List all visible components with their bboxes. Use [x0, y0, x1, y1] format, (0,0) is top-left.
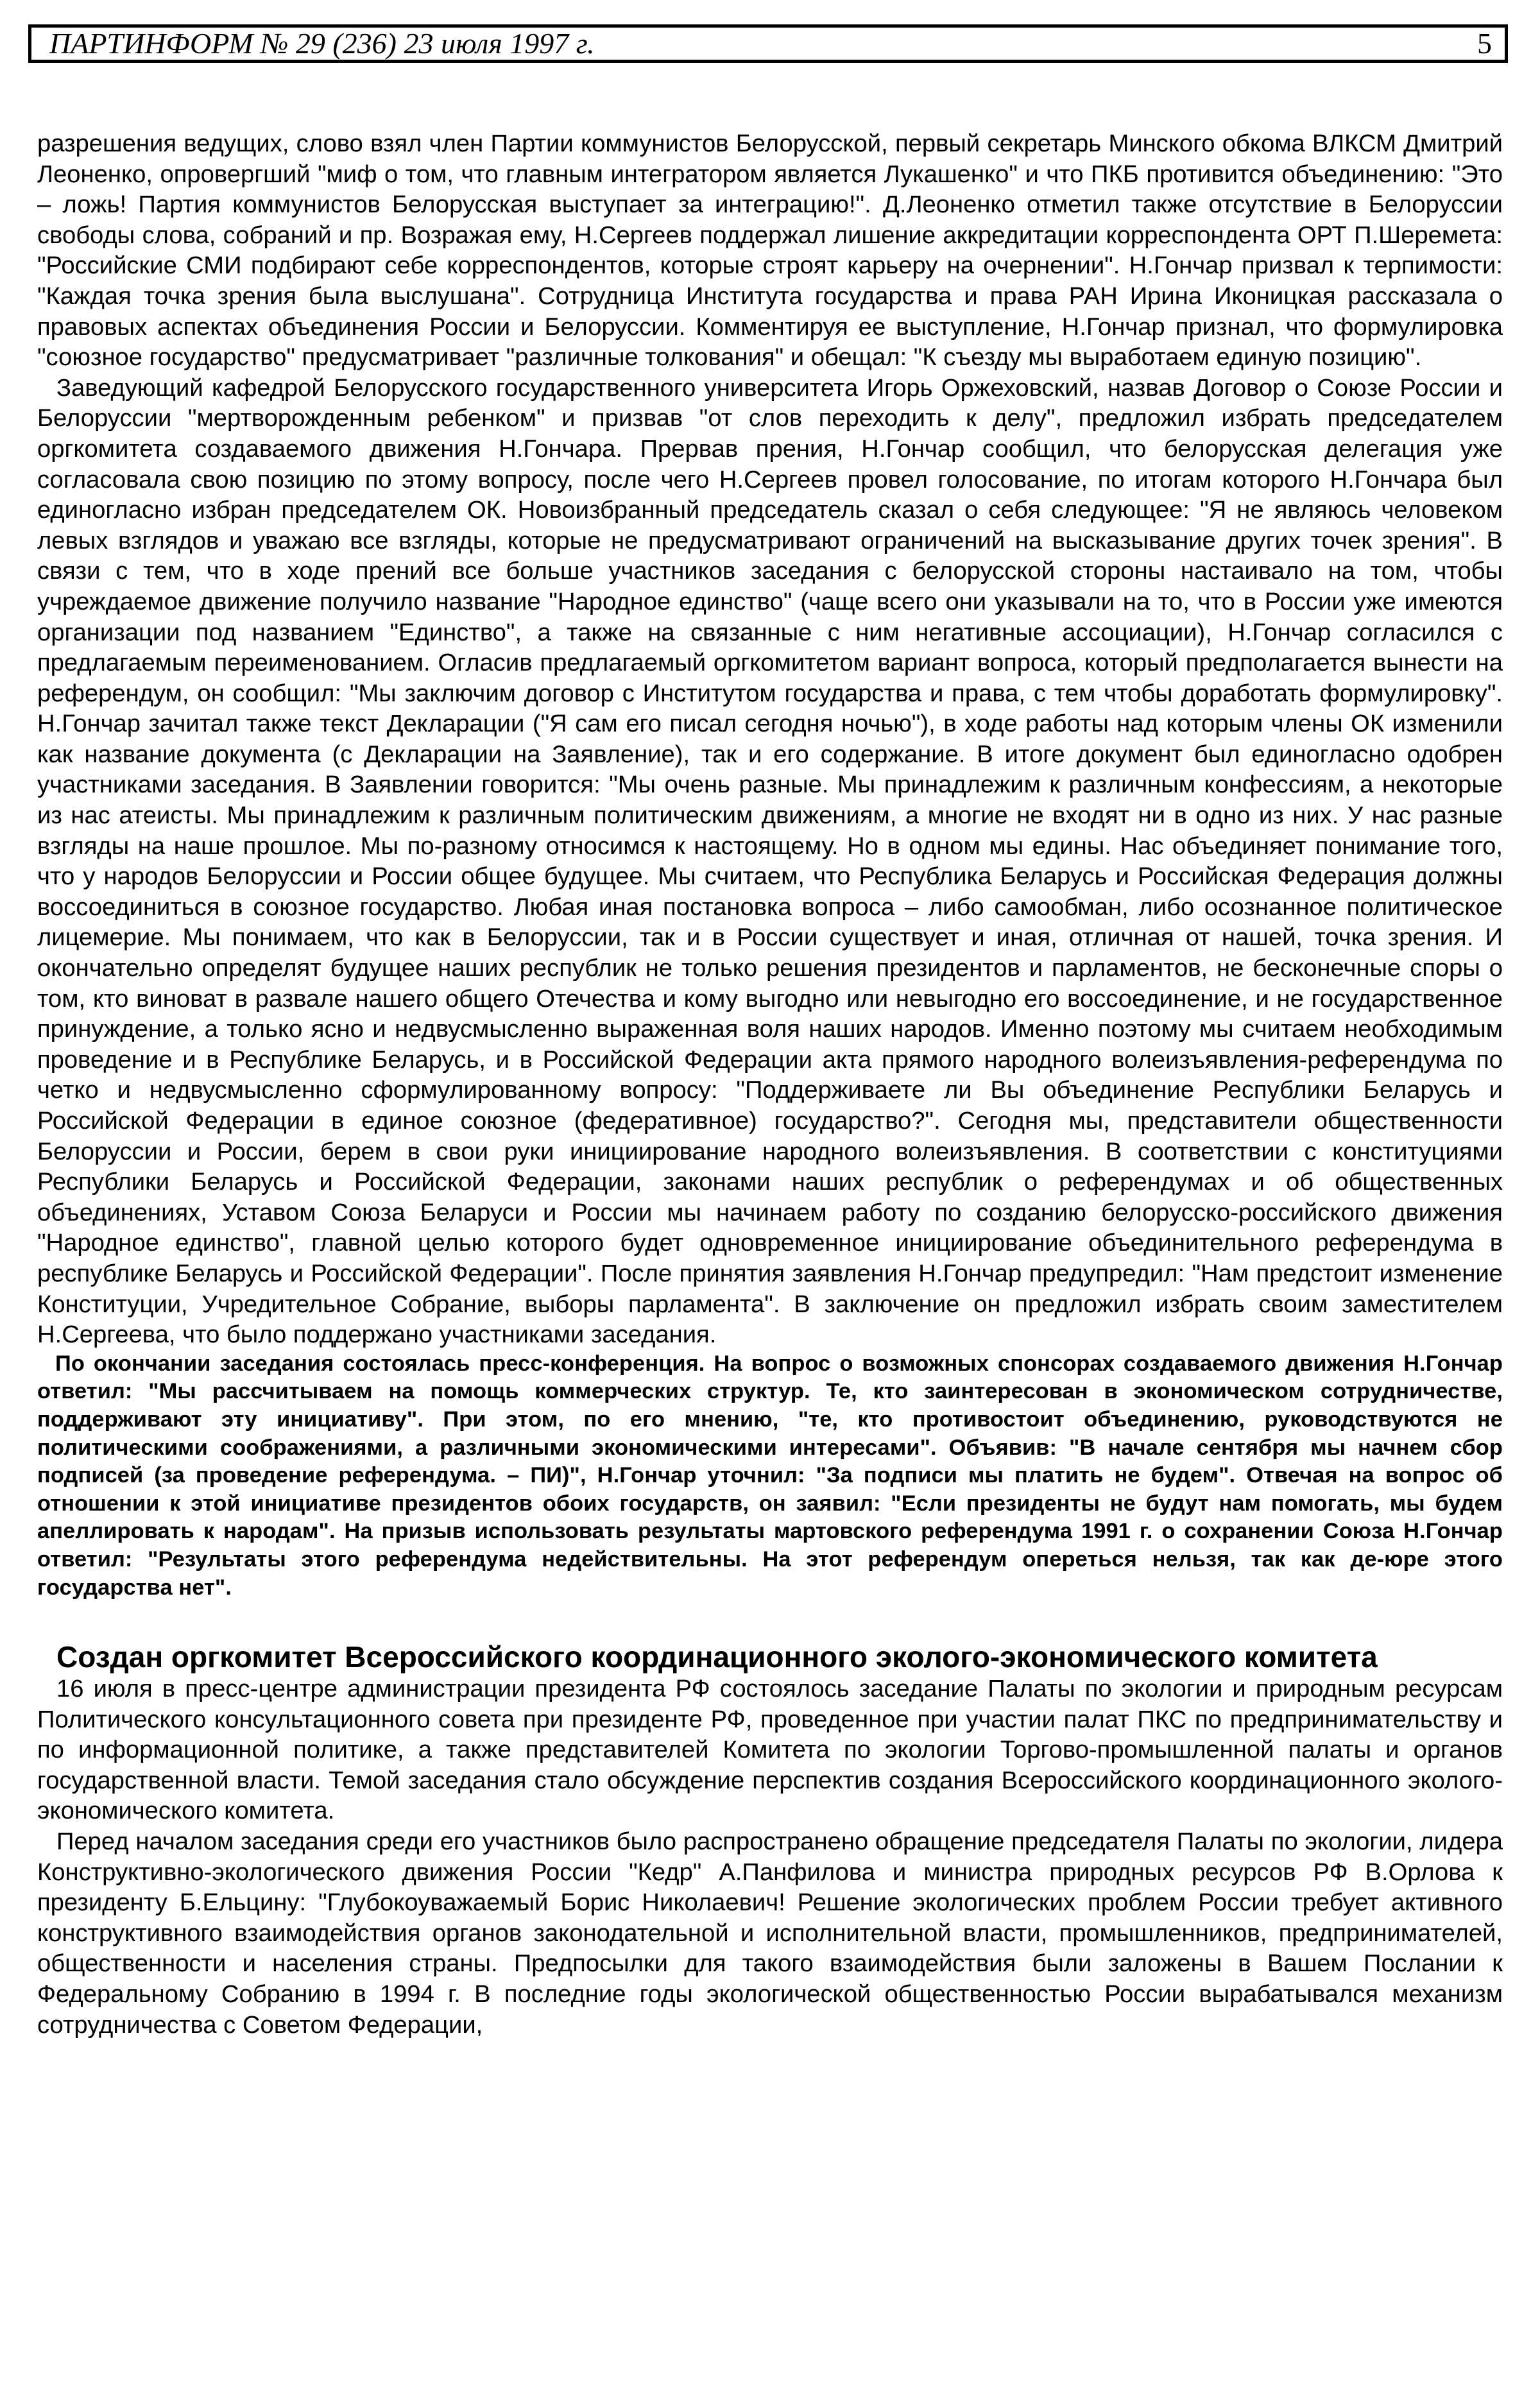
article-paragraph: 16 июля в пресс-центре администрации президента РФ состоялось заседание Палаты по экологии и природным ресурсам Политического консультационного совета при президенте РФ, проведенное при участии палат ПКС по предпринимательству и по информационной политике, а также представителей Комитета по экологии Торгово-промышленной палаты и органов государственной власти. Темой заседания стало обсуждение перспектив создания Всероссийского координационного эколого-экономического комитета. — [37, 1675, 1503, 1825]
article-continuation — [37, 128, 1503, 1602]
page-content — [37, 128, 1503, 2040]
article-heading: Создан оргкомитет Всероссийского координационного эколого-экономического комитета — [56, 1640, 1378, 1674]
press-conference-paragraph: По окончании заседания состоялась пресс-конференция. На вопрос о возможных спонсорах создаваемого движения Н.Гончар ответил: "Мы рассчитываем на помощь коммерческих структур. Те, кто заинтересован в экономическом сотрудничестве, поддерживают эту инициативу". При этом, по его мнению, "те, кто противостоит объединению, руководствуются не политическими соображениями, а различными экономическими интересами". Объявив: "В начале сентября мы начнем сбор подписей (за проведение референдума. – ПИ)", Н.Гончар уточнил: "За подписи мы платить не будем". Отвечая на вопрос об отношении к этой инициативе президентов обоих государств, он заявил: "Если президенты не будут нам помогать, мы будем апеллировать к народам". На призыв использовать результаты мартовского референдума 1991 г. о сохранении Союза Н.Гончар ответил: "Результаты этого референдума недействительны. На этот референдум опереться нельзя, так как де-юре этого государства нет". — [37, 1351, 1503, 1600]
publication-title: ПАРТИНФОРМ № 29 (236) 23 июля 1997 г. — [49, 27, 595, 60]
article-eco-committee — [37, 1640, 1503, 2040]
article-paragraph: разрешения ведущих, слово взял член Партии коммунистов Белорусской, первый секретарь Минского обкома ВЛКСМ Дмитрий Леоненко, опровергший "миф о том, что главным интегратором является Лукашенко" и что ПКБ противится объединению: "Это – ложь! Партия коммунистов Белорусская выступает за интеграцию!". Д.Леоненко отметил также отсутствие в Белоруссии свободы слова, собраний и пр. Возражая ему, Н.Сергеев поддержал лишение аккредитации корреспондента ОРТ П.Шеремета: "Российские СМИ подбирают себе корреспондентов, которые строят карьеру на очернении". Н.Гончар призвал к терпимости: "Каждая точка зрения была выслушана". Сотрудница Института государства и права РАН Ирина Иконицкая рассказала о правовых аспектах объединения России и Белоруссии. Комментируя ее выступление, Н.Гончар признал, что формулировка "союзное государство" предусматривает "различные толкования" и обещал: "К съезду мы выработаем единую позицию". — [37, 130, 1503, 372]
article-paragraph: Перед началом заседания среди его участников было распространено обращение председателя Палаты по экологии, лидера Конструктивно-экологического движения России "Кедр" А.Панфилова и министра природных ресурсов РФ В.Орлова к президенту Б.Ельцину: "Глубокоуважаемый Борис Николаевич! Решение экологических проблем России требует активного конструктивного взаимодействия органов законодательной и исполнительной власти, промышленников, предпринимателей, общественности и населения страны. Предпосылки для такого взаимодействия были заложены в Вашем Послании к Федеральному Собранию в 1994 г. В последние годы экологической общественностью России вырабатывался механизм сотрудничества с Советом Федерации, — [37, 1828, 1503, 2039]
article-paragraph: Заведующий кафедрой Белорусского государственного университета Игорь Оржеховский, назвав Договор о Союзе России и Белоруссии "мертворожденным ребенком" и призвав "от слов переходить к делу", предложил избрать председателем оргкомитета создаваемого движения Н.Гончара. Прервав прения, Н.Гончар сообщил, что белорусская делегация уже согласовала свою позицию по этому вопросу, после чего Н.Сергеев провел голосование, по итогам которого Н.Гончара был единогласно избран председателем ОК. Новоизбранный председатель сказал о себя следующее: "Я не являюсь человеком левых взглядов и уважаю все взгляды, которые не предусматривают ограничений на высказывание других точек зрения". В связи с тем, что в ходе прений все больше участников заседания с белорусской стороны настаивало на том, чтобы учреждаемое движение получило название "Народное единство" (чаще всего они указывали на то, что в России уже имеются организации под названием "Единство", а также на связанные с ним негативные ассоциации), Н.Гончар согласился с предлагаемым переименованием. Огласив предлагаемый оргкомитетом вариант вопроса, который предполагается вынести на референдум, он сообщил: "Мы заключим договор с Институтом государства и права, с тем чтобы доработать формулировку". Н.Гончар зачитал также текст Декларации ("Я сам его писал сегодня ночью"), в ходе работы над которым члены ОК изменили как название документа (с Декларации на Заявление), так и его содержание. В итоге документ был единогласно одобрен участниками заседания. В Заявлении говорится: "Мы очень разные. Мы принадлежим к различным конфессиям, а некоторые из нас атеисты. Мы принадлежим к различным политическим движениям, а многие не входят ни в одно из них. У нас разные взгляды на наше прошлое. Мы по-разному относимся к настоящему. Но в одном мы едины. Нас объединяет понимание того, что у народов Белоруссии и России общее будущее. Мы считаем, что Республика Беларусь и Российская Федерация должны воссоединиться в союзное государство. Любая иная постановка вопроса – либо самообман, либо осознанное политическое лицемерие. Мы понимаем, что как в Белоруссии, так и в России существует и иная, отличная от нашей, точка зрения. И окончательно определят будущее наших республик не только решения президентов и парламентов, не бесконечные споры о том, кто виноват в развале нашего общего Отечества и кому выгодно или невыгодно его воссоединение, и не государственное принуждение, а только ясно и недвусмысленно выраженная воля наших народов. Именно поэтому мы считаем необходимым проведение и в Республике Беларусь, и в Российской Федерации акта прямого народного волеизъявления-референдума по четко и недвусмысленно сформулированному вопросу: "Поддерживаете ли Вы объединение Республики Беларусь и Российской Федерации в единое союзное (федеративное) государство?". Сегодня мы, представители общественности Белоруссии и России, берем в свои руки инициирование народного волеизъявления. В соответствии с конституциями Республики Беларусь и Российской Федерации, законами наших республик о референдумах и об общественных объединениях, Уставом Союза Беларуси и России мы начинаем работу по созданию белорусско-российского движения "Народное единство", главной целью которого будет одновременное инициирование объединительного референдума в республике Беларусь и Российской Федерации". После принятия заявления Н.Гончар предупредил: "Нам предстоит изменение Конституции, Учредительное Собрание, выборы парламента". В заключение он предложил избрать своим заместителем Н.Сергеева, что было поддержано участниками заседания. — [37, 373, 1503, 1349]
page-number: 5 — [1477, 27, 1492, 60]
page-header — [28, 24, 1508, 63]
